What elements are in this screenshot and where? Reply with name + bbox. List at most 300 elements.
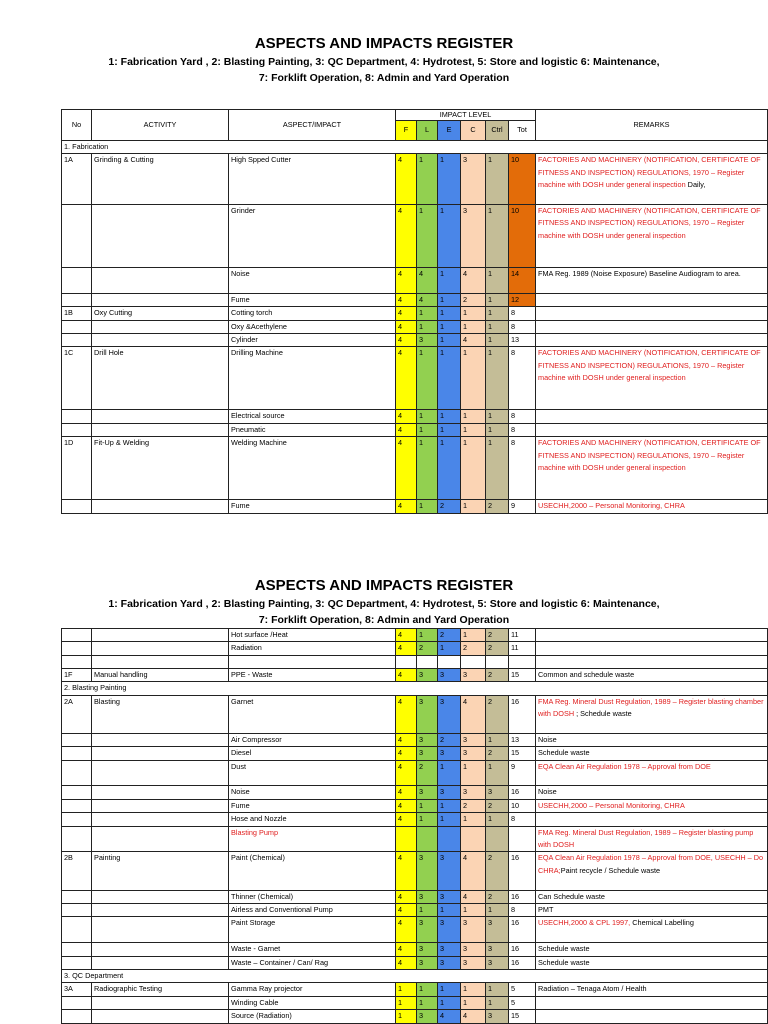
score-ctrl: 1 bbox=[486, 320, 509, 333]
page-title: ASPECTS AND IMPACTS REGISTER bbox=[254, 577, 514, 594]
row-aspect: Source (Radiation) bbox=[229, 1010, 396, 1023]
row-remarks bbox=[536, 786, 768, 799]
row-remarks bbox=[536, 996, 768, 1009]
score-tot: 8 bbox=[509, 347, 536, 410]
section-label: 2. Blasting Painting bbox=[62, 682, 768, 695]
score-ctrl: 2 bbox=[486, 668, 509, 681]
score-e: 3 bbox=[438, 786, 461, 799]
score-tot bbox=[509, 826, 536, 852]
row-aspect: Electrical source bbox=[229, 410, 396, 423]
score-e: 1 bbox=[438, 813, 461, 826]
empty-cell bbox=[461, 655, 486, 668]
score-l: 3 bbox=[417, 852, 438, 890]
table-row bbox=[62, 904, 768, 917]
score-tot: 10 bbox=[509, 154, 536, 205]
score-e: 1 bbox=[438, 293, 461, 306]
score-f: 1 bbox=[396, 996, 417, 1009]
score-f: 4 bbox=[396, 813, 417, 826]
row-aspect: Paint (Chemical) bbox=[229, 852, 396, 890]
blank-row bbox=[62, 655, 768, 668]
score-ctrl: 1 bbox=[486, 437, 509, 500]
remark-text: Common and schedule waste bbox=[538, 669, 635, 679]
score-ctrl bbox=[486, 826, 509, 852]
row-no bbox=[62, 799, 92, 812]
page-subtitle-line-2: 7: Forklift Operation, 8: Admin and Yard Operation bbox=[258, 614, 510, 626]
score-f: 4 bbox=[396, 629, 417, 642]
row-no bbox=[62, 760, 92, 786]
score-e: 4 bbox=[438, 1010, 461, 1023]
col-header-e: E bbox=[438, 121, 461, 141]
score-ctrl: 2 bbox=[486, 890, 509, 903]
score-f: 4 bbox=[396, 695, 417, 733]
score-e: 3 bbox=[438, 668, 461, 681]
table-row bbox=[62, 293, 768, 306]
col-header-ctrl: Ctrl bbox=[486, 121, 509, 141]
row-remarks bbox=[536, 983, 768, 996]
score-f: 4 bbox=[396, 799, 417, 812]
score-l: 2 bbox=[417, 760, 438, 786]
score-f: 4 bbox=[396, 956, 417, 969]
row-aspect: Fume bbox=[229, 500, 396, 513]
row-aspect: Pneumatic bbox=[229, 423, 396, 436]
row-remarks bbox=[536, 826, 768, 852]
row-remarks bbox=[536, 890, 768, 903]
score-l: 3 bbox=[417, 695, 438, 733]
table-row bbox=[62, 733, 768, 746]
table-row bbox=[62, 437, 768, 500]
score-tot: 15 bbox=[509, 747, 536, 760]
score-f: 4 bbox=[396, 307, 417, 320]
row-no bbox=[62, 1010, 92, 1023]
section-label: 1. Fabrication bbox=[62, 141, 768, 154]
section-row bbox=[62, 141, 768, 154]
table-row bbox=[62, 154, 768, 205]
table-row bbox=[62, 983, 768, 996]
row-activity: Blasting bbox=[92, 695, 229, 733]
row-no bbox=[62, 293, 92, 306]
row-activity bbox=[92, 205, 229, 268]
row-remarks bbox=[536, 293, 768, 306]
score-c: 2 bbox=[461, 293, 486, 306]
col-header-tot: Tot bbox=[509, 121, 536, 141]
row-remarks bbox=[536, 320, 768, 333]
score-c: 3 bbox=[461, 956, 486, 969]
score-tot: 16 bbox=[509, 786, 536, 799]
score-ctrl: 3 bbox=[486, 917, 509, 943]
row-activity bbox=[92, 890, 229, 903]
table-row bbox=[62, 629, 768, 642]
regulation-remark: EQA Clean Air Regulation 1978 – Approval from DOE, USECHH – Do CHRA; bbox=[538, 853, 764, 875]
score-ctrl: 3 bbox=[486, 1010, 509, 1023]
score-e: 1 bbox=[438, 642, 461, 655]
row-no bbox=[62, 500, 92, 513]
score-f: 4 bbox=[396, 917, 417, 943]
score-f: 4 bbox=[396, 668, 417, 681]
score-l: 1 bbox=[417, 904, 438, 917]
row-no bbox=[62, 956, 92, 969]
table-row bbox=[62, 956, 768, 969]
score-l: 3 bbox=[417, 786, 438, 799]
row-aspect: PPE - Waste bbox=[229, 668, 396, 681]
row-activity: Manual handling bbox=[92, 668, 229, 681]
row-activity bbox=[92, 642, 229, 655]
row-aspect: Oxy &Acethylene bbox=[229, 320, 396, 333]
score-ctrl: 2 bbox=[486, 852, 509, 890]
row-no bbox=[62, 943, 92, 956]
score-f: 4 bbox=[396, 500, 417, 513]
row-activity: Oxy Cutting bbox=[92, 307, 229, 320]
regulation-remark: FACTORIES AND MACHINERY (NOTIFICATION, CERTIFICATE OF FITNESS AND INSPECTION) REGULATIONS, 1970 – Register machine with DOSH under general inspection bbox=[538, 438, 761, 473]
table-row bbox=[62, 786, 768, 799]
score-l: 1 bbox=[417, 996, 438, 1009]
table-row bbox=[62, 799, 768, 812]
row-aspect: Waste – Container / Can/ Rag bbox=[229, 956, 396, 969]
empty-cell bbox=[92, 655, 229, 668]
score-l: 1 bbox=[417, 154, 438, 205]
row-no bbox=[62, 205, 92, 268]
score-e: 1 bbox=[438, 334, 461, 347]
score-e: 1 bbox=[438, 410, 461, 423]
score-ctrl: 3 bbox=[486, 786, 509, 799]
empty-cell bbox=[509, 655, 536, 668]
row-no bbox=[62, 747, 92, 760]
row-no: 1C bbox=[62, 347, 92, 410]
score-l: 3 bbox=[417, 1010, 438, 1023]
row-no bbox=[62, 890, 92, 903]
row-activity bbox=[92, 996, 229, 1009]
score-ctrl: 1 bbox=[486, 423, 509, 436]
score-tot: 9 bbox=[509, 760, 536, 786]
score-c: 3 bbox=[461, 205, 486, 268]
row-no: 1D bbox=[62, 437, 92, 500]
score-f: 4 bbox=[396, 320, 417, 333]
row-remarks bbox=[536, 799, 768, 812]
score-f: 4 bbox=[396, 334, 417, 347]
score-e: 1 bbox=[438, 983, 461, 996]
row-remarks bbox=[536, 642, 768, 655]
score-ctrl: 1 bbox=[486, 904, 509, 917]
score-e: 2 bbox=[438, 629, 461, 642]
score-ctrl: 1 bbox=[486, 996, 509, 1009]
table-row bbox=[62, 334, 768, 347]
row-aspect: Noise bbox=[229, 786, 396, 799]
regulation-remark: FACTORIES AND MACHINERY (NOTIFICATION, CERTIFICATE OF FITNESS AND INSPECTION) REGULATIONS, 1970 – Register machine with DOSH under general inspection bbox=[538, 206, 761, 240]
row-remarks bbox=[536, 500, 768, 513]
row-no bbox=[62, 423, 92, 436]
row-remarks bbox=[536, 747, 768, 760]
row-aspect: Waste - Garnet bbox=[229, 943, 396, 956]
score-ctrl: 2 bbox=[486, 695, 509, 733]
score-ctrl: 1 bbox=[486, 813, 509, 826]
score-tot: 16 bbox=[509, 943, 536, 956]
row-no bbox=[62, 268, 92, 294]
score-c: 4 bbox=[461, 852, 486, 890]
row-aspect: Paint Storage bbox=[229, 917, 396, 943]
score-c: 3 bbox=[461, 917, 486, 943]
empty-cell bbox=[438, 655, 461, 668]
score-e: 3 bbox=[438, 917, 461, 943]
score-ctrl: 1 bbox=[486, 733, 509, 746]
score-l: 3 bbox=[417, 668, 438, 681]
score-c bbox=[461, 826, 486, 852]
score-c: 4 bbox=[461, 695, 486, 733]
score-c: 1 bbox=[461, 983, 486, 996]
row-remarks bbox=[536, 904, 768, 917]
col-header-impact-level: IMPACT LEVEL bbox=[396, 110, 536, 121]
row-remarks bbox=[536, 733, 768, 746]
row-activity bbox=[92, 629, 229, 642]
empty-cell bbox=[229, 655, 396, 668]
regulation-remark: USECHH,2000 & CPL 1997, bbox=[538, 918, 631, 928]
table-row bbox=[62, 996, 768, 1009]
table-row bbox=[62, 695, 768, 733]
empty-cell bbox=[396, 655, 417, 668]
score-l: 1 bbox=[417, 307, 438, 320]
score-l: 1 bbox=[417, 205, 438, 268]
register-table-page-2 bbox=[61, 628, 768, 1024]
row-activity bbox=[92, 423, 229, 436]
score-l: 2 bbox=[417, 642, 438, 655]
score-c: 4 bbox=[461, 334, 486, 347]
score-ctrl: 1 bbox=[486, 347, 509, 410]
row-remarks bbox=[536, 956, 768, 969]
score-c: 1 bbox=[461, 813, 486, 826]
table-row bbox=[62, 747, 768, 760]
score-tot: 11 bbox=[509, 629, 536, 642]
regulation-remark: FACTORIES AND MACHINERY (NOTIFICATION, CERTIFICATE OF FITNESS AND INSPECTION) REGULATIONS, 1970 – Register machine with DOSH under general inspection bbox=[538, 348, 761, 383]
score-e: 3 bbox=[438, 695, 461, 733]
score-ctrl: 1 bbox=[486, 293, 509, 306]
score-tot: 16 bbox=[509, 890, 536, 903]
score-f: 4 bbox=[396, 205, 417, 268]
section-row bbox=[62, 970, 768, 983]
row-no: 2A bbox=[62, 695, 92, 733]
row-aspect: Thinner (Chemical) bbox=[229, 890, 396, 903]
row-aspect: Cotting torch bbox=[229, 307, 396, 320]
score-c: 4 bbox=[461, 1010, 486, 1023]
row-aspect: Blasting Pump bbox=[229, 826, 396, 852]
row-aspect: Hose and Nozzle bbox=[229, 813, 396, 826]
row-activity: Grinding & Cutting bbox=[92, 154, 229, 205]
row-activity: Radiographic Testing bbox=[92, 983, 229, 996]
score-ctrl: 2 bbox=[486, 642, 509, 655]
row-no bbox=[62, 904, 92, 917]
col-header-c: C bbox=[461, 121, 486, 141]
score-l: 1 bbox=[417, 813, 438, 826]
page-1-header bbox=[0, 34, 768, 86]
score-e: 1 bbox=[438, 320, 461, 333]
score-f bbox=[396, 826, 417, 852]
regulation-remark: FACTORIES AND MACHINERY (NOTIFICATION, CERTIFICATE OF FITNESS AND INSPECTION) REGULATIONS, 1970 – Register machine with DOSH under general inspection bbox=[538, 155, 761, 190]
row-no bbox=[62, 642, 92, 655]
row-no bbox=[62, 996, 92, 1009]
table-row bbox=[62, 268, 768, 294]
regulation-remark: USECHH,2000 – Personal Monitoring, CHRA bbox=[538, 800, 685, 810]
score-f: 4 bbox=[396, 437, 417, 500]
row-no bbox=[62, 813, 92, 826]
remark-text: PMT bbox=[538, 905, 554, 915]
empty-cell bbox=[486, 655, 509, 668]
row-aspect: Grinder bbox=[229, 205, 396, 268]
col-header-l: L bbox=[417, 121, 438, 141]
table-row bbox=[62, 320, 768, 333]
score-f: 4 bbox=[396, 747, 417, 760]
score-ctrl: 2 bbox=[486, 799, 509, 812]
empty-cell bbox=[536, 655, 768, 668]
score-l: 3 bbox=[417, 956, 438, 969]
regulation-remark: FMA Reg. Mineral Dust Regulation, 1989 – Register blasting pump with DOSH bbox=[538, 827, 754, 850]
table-row bbox=[62, 347, 768, 410]
row-activity bbox=[92, 500, 229, 513]
table-row bbox=[62, 642, 768, 655]
score-c: 1 bbox=[461, 320, 486, 333]
row-activity bbox=[92, 733, 229, 746]
score-c: 3 bbox=[461, 747, 486, 760]
score-l: 1 bbox=[417, 799, 438, 812]
empty-cell bbox=[62, 655, 92, 668]
score-f: 4 bbox=[396, 760, 417, 786]
score-c: 1 bbox=[461, 629, 486, 642]
score-e: 1 bbox=[438, 347, 461, 410]
score-ctrl: 1 bbox=[486, 760, 509, 786]
score-e: 1 bbox=[438, 307, 461, 320]
section-row bbox=[62, 682, 768, 695]
score-l: 4 bbox=[417, 268, 438, 294]
table-row bbox=[62, 826, 768, 852]
table-row bbox=[62, 852, 768, 890]
score-tot: 14 bbox=[509, 268, 536, 294]
score-c: 4 bbox=[461, 268, 486, 294]
row-remarks bbox=[536, 852, 768, 890]
score-tot: 12 bbox=[509, 293, 536, 306]
score-tot: 8 bbox=[509, 904, 536, 917]
score-tot: 11 bbox=[509, 642, 536, 655]
row-activity bbox=[92, 1010, 229, 1023]
table-row bbox=[62, 500, 768, 513]
score-f: 4 bbox=[396, 733, 417, 746]
row-activity: Drill Hole bbox=[92, 347, 229, 410]
score-tot: 16 bbox=[509, 956, 536, 969]
score-ctrl: 3 bbox=[486, 956, 509, 969]
row-no bbox=[62, 826, 92, 852]
score-f: 4 bbox=[396, 642, 417, 655]
row-no: 1F bbox=[62, 668, 92, 681]
score-c: 1 bbox=[461, 996, 486, 1009]
score-f: 4 bbox=[396, 423, 417, 436]
score-f: 4 bbox=[396, 154, 417, 205]
row-no bbox=[62, 320, 92, 333]
score-tot: 8 bbox=[509, 813, 536, 826]
score-ctrl: 1 bbox=[486, 268, 509, 294]
score-e: 1 bbox=[438, 799, 461, 812]
score-l: 1 bbox=[417, 983, 438, 996]
score-e: 3 bbox=[438, 943, 461, 956]
score-c: 3 bbox=[461, 154, 486, 205]
row-aspect: Cylinder bbox=[229, 334, 396, 347]
row-aspect: Gamma Ray projector bbox=[229, 983, 396, 996]
row-aspect: Airless and Conventional Pump bbox=[229, 904, 396, 917]
table-row bbox=[62, 760, 768, 786]
score-e: 3 bbox=[438, 852, 461, 890]
page-subtitle-line-1: 1: Fabrication Yard , 2: Blasting Painting, 3: QC Department, 4: Hydrotest, 5: Store and logistic 6: Maintenance, bbox=[108, 598, 660, 610]
row-activity bbox=[92, 410, 229, 423]
score-tot: 9 bbox=[509, 500, 536, 513]
score-f: 4 bbox=[396, 890, 417, 903]
row-no bbox=[62, 629, 92, 642]
page-subtitle-line-1: 1: Fabrication Yard , 2: Blasting Painting, 3: QC Department, 4: Hydrotest, 5: Store and logistic 6: Maintenance, bbox=[108, 56, 660, 68]
score-e: 1 bbox=[438, 760, 461, 786]
score-ctrl: 2 bbox=[486, 500, 509, 513]
score-ctrl: 1 bbox=[486, 154, 509, 205]
row-activity bbox=[92, 956, 229, 969]
row-remarks bbox=[536, 307, 768, 320]
row-no bbox=[62, 334, 92, 347]
register-table-page-1 bbox=[61, 109, 768, 514]
score-ctrl: 1 bbox=[486, 334, 509, 347]
score-l: 3 bbox=[417, 747, 438, 760]
score-ctrl: 3 bbox=[486, 943, 509, 956]
score-ctrl: 1 bbox=[486, 410, 509, 423]
score-f: 4 bbox=[396, 943, 417, 956]
row-no: 2B bbox=[62, 852, 92, 890]
table-row bbox=[62, 1010, 768, 1023]
score-l: 3 bbox=[417, 733, 438, 746]
score-f: 1 bbox=[396, 1010, 417, 1023]
remark-text: Can Schedule waste bbox=[538, 891, 605, 901]
score-c: 1 bbox=[461, 410, 486, 423]
score-c: 1 bbox=[461, 437, 486, 500]
score-tot: 13 bbox=[509, 733, 536, 746]
score-l: 3 bbox=[417, 917, 438, 943]
page-2-header bbox=[0, 576, 768, 628]
score-c: 3 bbox=[461, 943, 486, 956]
row-aspect: Drilling Machine bbox=[229, 347, 396, 410]
score-l: 1 bbox=[417, 629, 438, 642]
remark-text: Schedule waste bbox=[538, 957, 590, 967]
row-activity bbox=[92, 813, 229, 826]
page-subtitle-line-2: 7: Forklift Operation, 8: Admin and Yard Operation bbox=[258, 72, 510, 84]
remark-text: Radiation – Tenaga Atom / Health bbox=[538, 984, 647, 994]
score-c: 1 bbox=[461, 423, 486, 436]
score-c: 3 bbox=[461, 668, 486, 681]
score-c: 3 bbox=[461, 733, 486, 746]
row-activity bbox=[92, 760, 229, 786]
regulation-remark: EQA Clean Air Regulation 1978 – Approval from DOE bbox=[538, 761, 711, 771]
col-header-remarks: REMARKS bbox=[536, 110, 768, 141]
score-tot: 10 bbox=[509, 799, 536, 812]
score-tot: 5 bbox=[509, 996, 536, 1009]
row-remarks bbox=[536, 154, 768, 205]
remark-text: Chemical Labelling bbox=[630, 918, 694, 928]
score-e: 1 bbox=[438, 904, 461, 917]
score-c: 1 bbox=[461, 307, 486, 320]
remark-text: Schedule waste bbox=[538, 944, 590, 954]
row-activity bbox=[92, 747, 229, 760]
score-l: 1 bbox=[417, 500, 438, 513]
remark-text: Paint recycle / Schedule waste bbox=[560, 865, 661, 875]
row-remarks bbox=[536, 629, 768, 642]
row-activity bbox=[92, 799, 229, 812]
col-header-aspect: ASPECT/IMPACT bbox=[229, 110, 396, 141]
score-c: 2 bbox=[461, 642, 486, 655]
score-f: 4 bbox=[396, 347, 417, 410]
score-l bbox=[417, 826, 438, 852]
row-aspect: Hot surface /Heat bbox=[229, 629, 396, 642]
table-row bbox=[62, 890, 768, 903]
score-tot: 13 bbox=[509, 334, 536, 347]
regulation-remark: FMA Reg. Mineral Dust Regulation, 1989 – Register blasting chamber with DOSH bbox=[538, 696, 764, 719]
table-row bbox=[62, 917, 768, 943]
